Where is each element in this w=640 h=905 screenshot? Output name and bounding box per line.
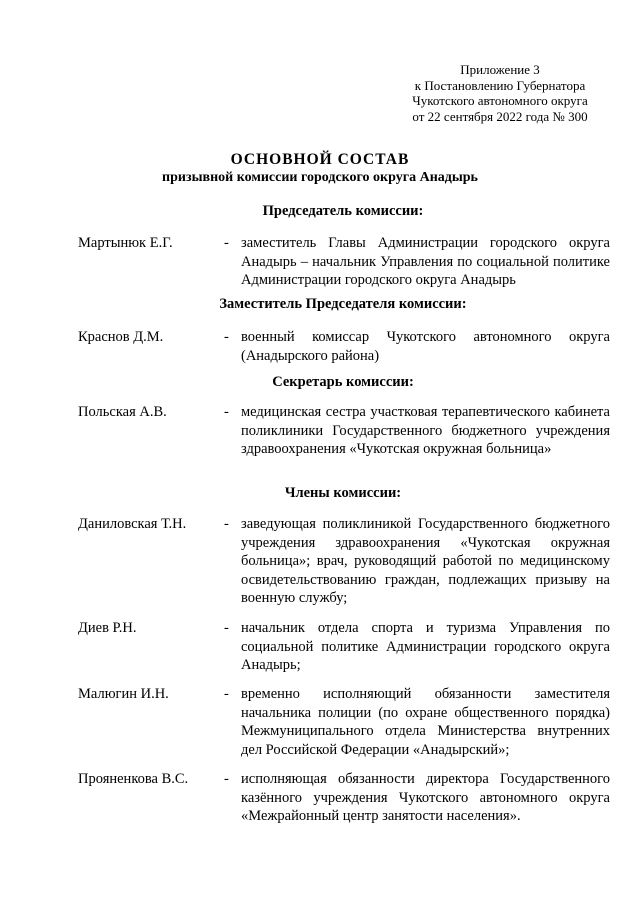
heading-secretary: Секретарь комиссии: bbox=[272, 374, 414, 390]
heading-members: Члены комиссии: bbox=[284, 485, 402, 501]
appendix-line: Чукотского автономного округа bbox=[412, 93, 588, 108]
document-title: ОСНОВНОЙ СОСТАВ bbox=[230, 151, 410, 168]
dash: - bbox=[224, 686, 229, 702]
member-name: Краснов Д.М. bbox=[78, 329, 164, 345]
member-position: заведующая поликлиникой Государственного бюджетного учреждения здравоохранения «Чукотская окружная больница»; врач, руководящий работой по медицинскому освидетельствованию граждан, подлежащих призыву на военную службу; bbox=[241, 516, 610, 606]
member-name: Диев Р.Н. bbox=[78, 620, 137, 636]
member-name: Польская А.В. bbox=[78, 404, 167, 420]
heading-chairman: Председатель комиссии: bbox=[262, 203, 424, 219]
member-position: исполняющая обязанности директора Государственного казённого учреждения Чукотского автономного округа «Межрайонный центр занятости населения». bbox=[241, 771, 610, 824]
dash: - bbox=[224, 404, 229, 420]
appendix-line: к Постановлению Губернатора bbox=[414, 77, 586, 93]
member-name: Мартынюк Е.Г. bbox=[78, 235, 173, 251]
member-position: временно исполняющий обязанности заместителя начальника полиции (по охране общественного порядка) Межмуниципального отдела Министерства внутренних дел Российской Федерации «Анадырский»; bbox=[241, 686, 610, 758]
dash: - bbox=[224, 516, 229, 532]
member-position: начальник отдела спорта и туризма Управления по социальной политике Администрации городского округа Анадырь; bbox=[241, 620, 610, 673]
member-position: медицинская сестра участковая терапевтического кабинета поликлиники Государственного бюджетного учреждения здравоохранения «Чукотская окружная больница» bbox=[241, 404, 610, 457]
member-name: Прояненкова В.С. bbox=[78, 771, 189, 787]
member-name: Малюгин И.Н. bbox=[78, 686, 169, 702]
member-position: заместитель Главы Администрации городского округа Анадырь – начальник Управления по социальной политике Администрации городского округа Анадырь bbox=[241, 235, 610, 288]
dash: - bbox=[224, 771, 229, 787]
dash: - bbox=[224, 620, 229, 636]
dash: - bbox=[224, 235, 229, 251]
member-name: Даниловская Т.Н. bbox=[78, 516, 187, 532]
member-position: военный комиссар Чукотского автономного округа (Анадырского района) bbox=[241, 329, 610, 364]
dash: - bbox=[224, 329, 229, 345]
document-subtitle: призывной комиссии городского округа Анадырь bbox=[162, 170, 478, 185]
appendix-line: от 22 сентября 2022 года № 300 bbox=[412, 108, 588, 124]
appendix-block bbox=[400, 62, 600, 124]
heading-deputy: Заместитель Председателя комиссии: bbox=[219, 296, 467, 312]
appendix-line: Приложение 3 bbox=[460, 62, 540, 77]
